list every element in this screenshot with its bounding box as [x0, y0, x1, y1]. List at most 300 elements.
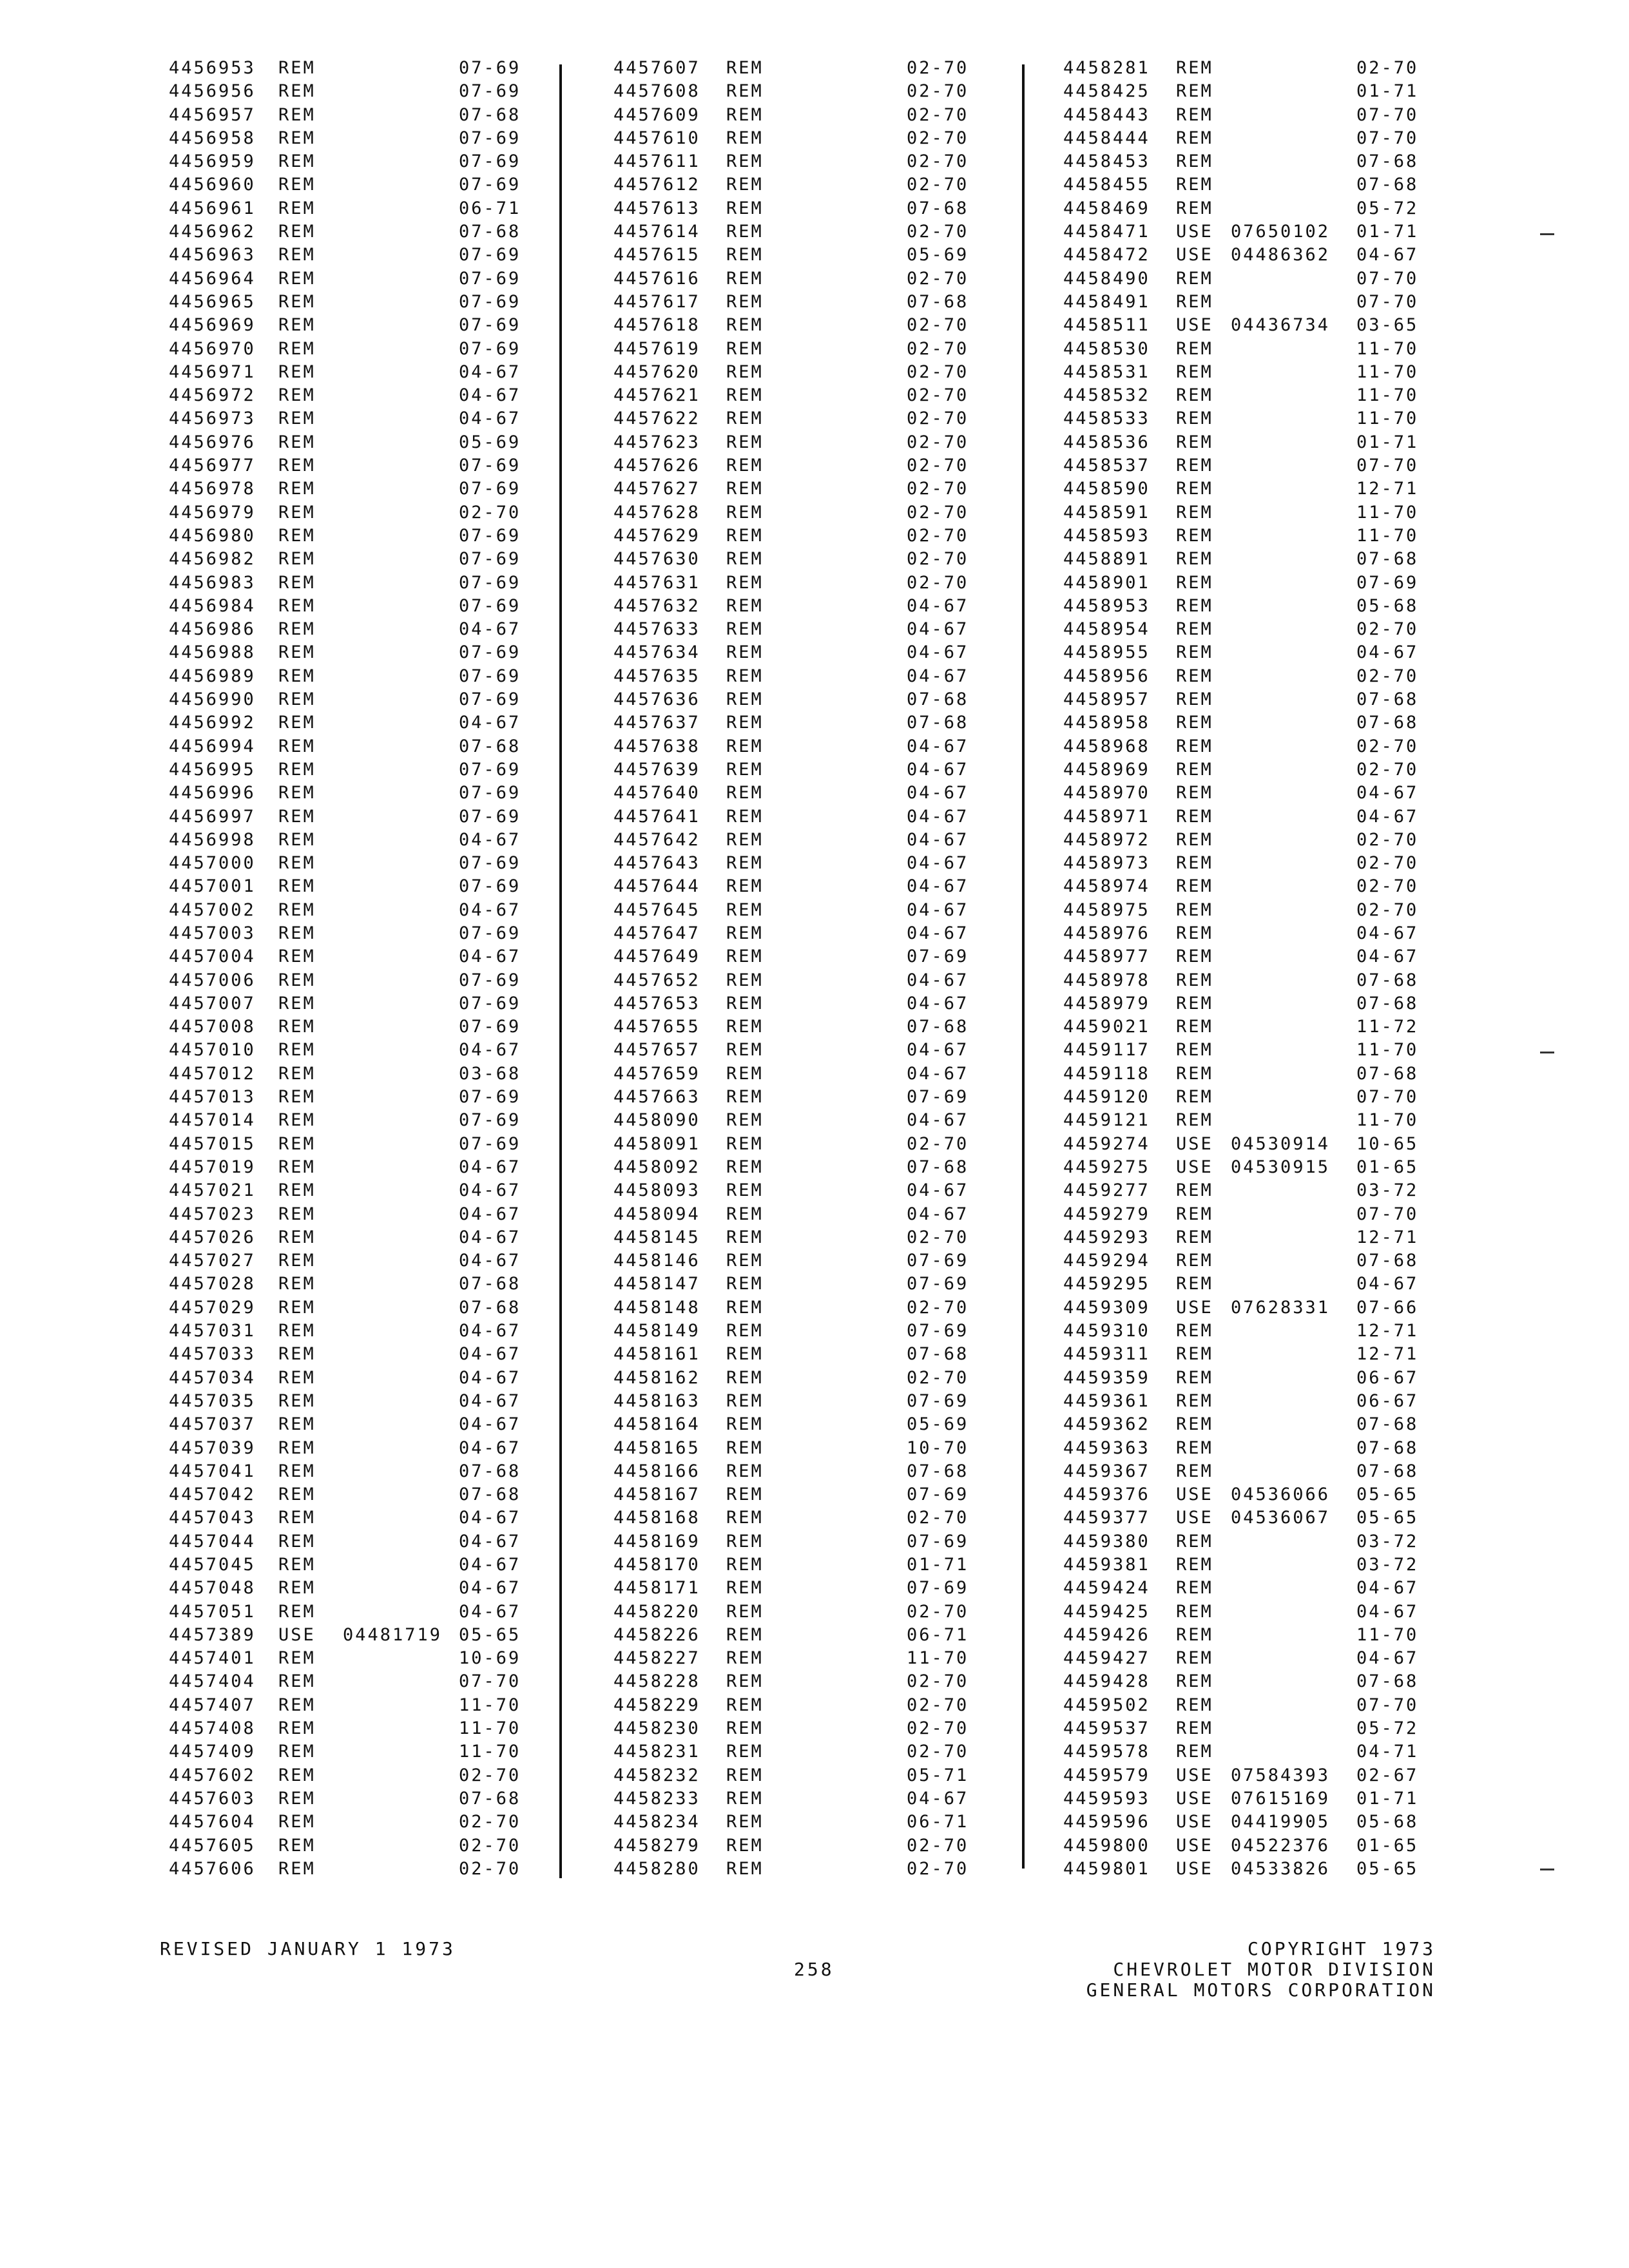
effective-date: 07-68	[459, 1297, 521, 1318]
list-item	[169, 267, 568, 291]
list-item	[1063, 1156, 1450, 1179]
replacement-part-number: 04536066	[1231, 1485, 1331, 1505]
disposition-code: REM	[726, 361, 764, 382]
part-number: 4458147	[613, 1274, 700, 1294]
disposition-code: REM	[1176, 1414, 1213, 1435]
disposition-code: REM	[1176, 689, 1213, 710]
disposition-code: REM	[1176, 1742, 1213, 1762]
part-number: 4459363	[1063, 1437, 1150, 1458]
list-item	[169, 477, 568, 501]
effective-date: 04-67	[459, 1157, 521, 1177]
list-item	[1063, 1039, 1450, 1062]
disposition-code: REM	[726, 128, 764, 148]
effective-date: 12-71	[1356, 479, 1419, 499]
effective-date: 12-71	[1356, 1344, 1419, 1365]
part-number: 4457006	[169, 970, 256, 990]
list-item	[613, 1015, 1007, 1039]
disposition-code: REM	[1176, 713, 1213, 733]
effective-date: 05-71	[907, 1765, 969, 1785]
disposition-code: REM	[278, 1063, 316, 1084]
effective-date: 06-71	[459, 198, 521, 218]
part-number: 4458533	[1063, 408, 1150, 429]
list-item	[169, 1413, 568, 1436]
disposition-code: REM	[1176, 338, 1213, 359]
disposition-code: REM	[726, 1437, 764, 1458]
effective-date: 04-67	[459, 1344, 521, 1365]
list-item	[1063, 782, 1450, 805]
part-number: 4457010	[169, 1040, 256, 1061]
part-number: 4457607	[613, 58, 700, 78]
effective-date: 07-69	[459, 572, 521, 593]
effective-date: 07-68	[1356, 1251, 1419, 1271]
effective-date: 11-70	[1356, 361, 1419, 382]
list-item	[613, 197, 1007, 220]
effective-date: 02-70	[907, 1227, 969, 1247]
list-item	[613, 1086, 1007, 1109]
part-number: 4458972	[1063, 829, 1150, 850]
part-number: 4458956	[1063, 666, 1150, 686]
effective-date: 04-67	[459, 899, 521, 920]
effective-date: 02-70	[907, 456, 969, 476]
disposition-code: REM	[278, 1390, 316, 1411]
part-number: 4458531	[1063, 361, 1150, 382]
disposition-code: USE	[1176, 1788, 1213, 1809]
disposition-code: REM	[1176, 104, 1213, 125]
list-item	[1063, 969, 1450, 992]
disposition-code: REM	[278, 595, 316, 616]
part-number: 4458170	[613, 1555, 700, 1575]
list-item	[1063, 688, 1450, 711]
list-item	[613, 1764, 1007, 1787]
replacement-part-number: 04481719	[343, 1624, 443, 1645]
effective-date: 04-67	[459, 1555, 521, 1575]
disposition-code: REM	[726, 1367, 764, 1388]
list-item	[613, 922, 1007, 945]
list-item	[169, 80, 568, 103]
effective-date: 07-69	[459, 81, 521, 102]
disposition-code: REM	[278, 1601, 316, 1622]
disposition-code: REM	[1176, 899, 1213, 920]
replacement-part-number: 07628331	[1231, 1297, 1331, 1318]
effective-date: 07-68	[1356, 549, 1419, 570]
disposition-code: REM	[726, 338, 764, 359]
disposition-code: REM	[278, 338, 316, 359]
list-item	[169, 992, 568, 1015]
part-number: 4456959	[169, 151, 256, 172]
list-item	[613, 1390, 1007, 1413]
list-item	[613, 524, 1007, 548]
disposition-code: REM	[726, 549, 764, 570]
disposition-code: REM	[278, 1788, 316, 1809]
list-item	[1063, 338, 1450, 361]
list-item	[1063, 1670, 1450, 1693]
effective-date: 07-70	[1356, 291, 1419, 312]
effective-date: 07-70	[1356, 268, 1419, 289]
disposition-code: REM	[726, 923, 764, 943]
part-number: 4458532	[1063, 385, 1150, 406]
disposition-code: REM	[726, 1390, 764, 1411]
list-item	[169, 173, 568, 197]
list-item	[169, 127, 568, 150]
disposition-code: REM	[726, 1812, 764, 1832]
replacement-part-number: 04522376	[1231, 1835, 1331, 1856]
part-number: 4457616	[613, 268, 700, 289]
effective-date: 07-69	[459, 1110, 521, 1131]
list-item	[1063, 805, 1450, 829]
disposition-code: REM	[726, 1157, 764, 1177]
division-line: CHEVROLET MOTOR DIVISION	[1113, 1959, 1436, 1980]
part-number: 4459427	[1063, 1648, 1150, 1669]
effective-date: 07-68	[907, 1344, 969, 1365]
part-number: 4458970	[1063, 783, 1150, 803]
disposition-code: REM	[726, 806, 764, 827]
list-item	[169, 1694, 568, 1717]
disposition-code: REM	[1176, 1017, 1213, 1037]
effective-date: 07-70	[1356, 128, 1419, 148]
effective-date: 07-69	[459, 923, 521, 943]
disposition-code: REM	[1176, 525, 1213, 546]
part-number: 4459121	[1063, 1110, 1150, 1131]
disposition-code: REM	[726, 245, 764, 265]
part-number: 4456961	[169, 198, 256, 218]
replacement-part-number: 04530914	[1231, 1133, 1331, 1154]
effective-date: 07-69	[459, 245, 521, 265]
list-item	[1063, 244, 1450, 267]
disposition-code: REM	[278, 970, 316, 990]
list-item	[1063, 1787, 1450, 1811]
part-number: 4457003	[169, 923, 256, 943]
disposition-code: REM	[1176, 1578, 1213, 1599]
part-number: 4457627	[613, 479, 700, 499]
list-item	[1063, 104, 1450, 127]
replacement-part-number: 04419905	[1231, 1812, 1331, 1832]
list-item	[1063, 992, 1450, 1015]
part-number: 4457623	[613, 432, 700, 452]
effective-date: 04-71	[1356, 1742, 1419, 1762]
list-item	[613, 852, 1007, 875]
list-item	[1063, 641, 1450, 664]
disposition-code: REM	[1176, 759, 1213, 780]
disposition-code: REM	[278, 58, 316, 78]
parts-column-2	[613, 57, 1007, 1881]
effective-date: 11-70	[1356, 338, 1419, 359]
effective-date: 07-69	[907, 947, 969, 967]
disposition-code: REM	[1176, 432, 1213, 452]
part-number: 4458226	[613, 1624, 700, 1645]
effective-date: 04-67	[459, 361, 521, 382]
part-number: 4458168	[613, 1508, 700, 1528]
effective-date: 06-71	[907, 1812, 969, 1832]
part-number: 4457048	[169, 1578, 256, 1599]
disposition-code: REM	[726, 619, 764, 640]
list-item	[613, 595, 1007, 618]
list-item	[613, 688, 1007, 711]
list-item	[169, 1367, 568, 1390]
disposition-code: REM	[1176, 1180, 1213, 1201]
list-item	[1063, 875, 1450, 898]
disposition-code: REM	[726, 502, 764, 523]
list-item	[1063, 1694, 1450, 1717]
effective-date: 02-70	[907, 104, 969, 125]
effective-date: 07-70	[1356, 104, 1419, 125]
effective-date: 07-68	[459, 736, 521, 756]
disposition-code: REM	[1176, 549, 1213, 570]
disposition-code: REM	[1176, 1204, 1213, 1224]
part-number: 4456983	[169, 572, 256, 593]
list-item	[1063, 150, 1450, 173]
effective-date: 07-68	[1356, 175, 1419, 195]
effective-date: 04-67	[1356, 1601, 1419, 1622]
list-item	[613, 1460, 1007, 1483]
list-item	[169, 1858, 568, 1881]
list-item	[169, 875, 568, 898]
effective-date: 07-69	[459, 291, 521, 312]
part-number: 4457043	[169, 1508, 256, 1528]
list-item	[169, 1460, 568, 1483]
effective-date: 07-70	[1356, 1204, 1419, 1224]
part-number: 4459425	[1063, 1601, 1150, 1622]
list-item	[169, 1577, 568, 1600]
part-number: 4457615	[613, 245, 700, 265]
list-item	[1063, 431, 1450, 454]
part-number: 4459593	[1063, 1788, 1150, 1809]
disposition-code: REM	[278, 923, 316, 943]
disposition-code: REM	[278, 1274, 316, 1294]
list-item	[1063, 922, 1450, 945]
list-item	[169, 782, 568, 805]
disposition-code: REM	[1176, 736, 1213, 756]
disposition-code: REM	[1176, 151, 1213, 172]
part-number: 4457641	[613, 806, 700, 827]
part-number: 4457007	[169, 993, 256, 1014]
disposition-code: REM	[278, 175, 316, 195]
part-number: 4459800	[1063, 1835, 1150, 1856]
list-item	[613, 805, 1007, 829]
disposition-code: REM	[726, 642, 764, 663]
list-item	[169, 1179, 568, 1202]
effective-date: 03-72	[1356, 1180, 1419, 1201]
disposition-code: USE	[1176, 1835, 1213, 1856]
list-item	[1063, 945, 1450, 968]
list-item	[169, 1624, 568, 1647]
disposition-code: REM	[278, 853, 316, 874]
disposition-code: REM	[278, 1437, 316, 1458]
effective-date: 02-70	[459, 1812, 521, 1832]
list-item	[169, 150, 568, 173]
effective-date: 02-70	[459, 1835, 521, 1856]
list-item	[613, 618, 1007, 641]
effective-date: 04-67	[459, 1227, 521, 1247]
effective-date: 07-69	[907, 1274, 969, 1294]
disposition-code: REM	[278, 1742, 316, 1762]
part-number: 4457649	[613, 947, 700, 967]
list-item	[169, 1670, 568, 1693]
disposition-code: REM	[1176, 1718, 1213, 1739]
part-number: 4458591	[1063, 502, 1150, 523]
disposition-code: REM	[278, 502, 316, 523]
part-number: 4458164	[613, 1414, 700, 1435]
part-number: 4456994	[169, 736, 256, 756]
part-number: 4457614	[613, 222, 700, 242]
effective-date: 01-71	[1356, 81, 1419, 102]
part-number: 4458536	[1063, 432, 1150, 452]
list-item	[1063, 1367, 1450, 1390]
effective-date: 04-67	[907, 736, 969, 756]
part-number: 4456971	[169, 361, 256, 382]
effective-date: 07-69	[459, 58, 521, 78]
effective-date: 07-69	[459, 642, 521, 663]
list-item	[169, 735, 568, 758]
effective-date: 07-69	[459, 853, 521, 874]
part-number: 4456973	[169, 408, 256, 429]
effective-date: 04-67	[907, 666, 969, 686]
list-item	[613, 80, 1007, 103]
part-number: 4459428	[1063, 1671, 1150, 1692]
effective-date: 04-67	[907, 619, 969, 640]
part-number: 4457655	[613, 1017, 700, 1037]
disposition-code: REM	[278, 1718, 316, 1739]
effective-date: 04-67	[459, 1251, 521, 1271]
disposition-code: REM	[1176, 1344, 1213, 1365]
disposition-code: REM	[726, 1555, 764, 1575]
part-number: 4456986	[169, 619, 256, 640]
effective-date: 07-69	[459, 315, 521, 336]
effective-date: 07-68	[459, 1461, 521, 1481]
list-item	[169, 431, 568, 454]
effective-date: 02-70	[907, 81, 969, 102]
effective-date: 04-67	[459, 408, 521, 429]
list-item	[613, 758, 1007, 782]
part-number: 4456990	[169, 689, 256, 710]
disposition-code: REM	[726, 432, 764, 452]
part-number: 4457013	[169, 1087, 256, 1108]
disposition-code: REM	[726, 1251, 764, 1271]
disposition-code: REM	[726, 689, 764, 710]
page-number: 258	[794, 1959, 834, 1980]
disposition-code: REM	[278, 1648, 316, 1669]
part-number: 4458230	[613, 1718, 700, 1739]
list-item	[613, 454, 1007, 477]
disposition-code: REM	[278, 245, 316, 265]
list-item	[169, 852, 568, 875]
part-number: 4458957	[1063, 689, 1150, 710]
disposition-code: REM	[726, 1578, 764, 1599]
disposition-code: REM	[1176, 1648, 1213, 1669]
list-item	[169, 291, 568, 314]
disposition-code: REM	[278, 619, 316, 640]
part-number: 4457635	[613, 666, 700, 686]
part-number: 4458167	[613, 1485, 700, 1505]
disposition-code: REM	[278, 198, 316, 218]
disposition-code: REM	[726, 408, 764, 429]
disposition-code: REM	[278, 1414, 316, 1435]
effective-date: 07-68	[1356, 1414, 1419, 1435]
part-number: 4456972	[169, 385, 256, 406]
effective-date: 07-68	[1356, 970, 1419, 990]
list-item	[613, 127, 1007, 150]
disposition-code: REM	[1176, 1110, 1213, 1131]
disposition-code: REM	[278, 783, 316, 803]
list-item	[169, 922, 568, 945]
list-item	[1063, 1133, 1450, 1156]
list-item	[1063, 572, 1450, 595]
list-item	[613, 361, 1007, 384]
effective-date: 07-68	[459, 1788, 521, 1809]
disposition-code: REM	[278, 1485, 316, 1505]
disposition-code: REM	[726, 1063, 764, 1084]
disposition-code: REM	[726, 783, 764, 803]
part-number: 4458281	[1063, 58, 1150, 78]
list-item	[613, 782, 1007, 805]
part-number: 4459380	[1063, 1531, 1150, 1552]
effective-date: 02-70	[1356, 58, 1419, 78]
part-number: 4457644	[613, 876, 700, 897]
effective-date: 06-67	[1356, 1390, 1419, 1411]
replacement-part-number: 04436734	[1231, 315, 1331, 336]
part-number: 4457014	[169, 1110, 256, 1131]
disposition-code: USE	[1176, 1765, 1213, 1785]
list-item	[169, 618, 568, 641]
disposition-code: REM	[278, 1531, 316, 1552]
margin-mark	[1540, 1052, 1554, 1053]
part-number: 4459361	[1063, 1390, 1150, 1411]
disposition-code: REM	[726, 291, 764, 312]
part-number: 4456970	[169, 338, 256, 359]
part-number: 4459377	[1063, 1508, 1150, 1528]
list-item	[1063, 291, 1450, 314]
list-item	[613, 1694, 1007, 1717]
disposition-code: REM	[1176, 291, 1213, 312]
part-number: 4457608	[613, 81, 700, 102]
list-item	[613, 1483, 1007, 1506]
disposition-code: REM	[726, 572, 764, 593]
list-item	[613, 1062, 1007, 1086]
part-number: 4456956	[169, 81, 256, 102]
replacement-part-number: 07615169	[1231, 1788, 1331, 1809]
list-item	[169, 1320, 568, 1343]
list-item	[169, 688, 568, 711]
disposition-code: REM	[278, 456, 316, 476]
part-number: 4458472	[1063, 245, 1150, 265]
part-number: 4458491	[1063, 291, 1150, 312]
disposition-code: REM	[1176, 1274, 1213, 1294]
list-item	[1063, 1203, 1450, 1226]
disposition-code: REM	[278, 315, 316, 336]
list-item	[613, 314, 1007, 337]
list-item	[169, 548, 568, 571]
disposition-code: REM	[726, 175, 764, 195]
list-item	[169, 1062, 568, 1086]
list-item	[613, 1039, 1007, 1062]
disposition-code: REM	[1176, 1063, 1213, 1084]
disposition-code: REM	[726, 899, 764, 920]
effective-date: 04-67	[907, 1204, 969, 1224]
effective-date: 04-67	[1356, 1648, 1419, 1669]
part-number: 4457606	[169, 1858, 256, 1879]
list-item	[1063, 220, 1450, 244]
part-number: 4459537	[1063, 1718, 1150, 1739]
effective-date: 04-67	[459, 947, 521, 967]
part-number: 4457645	[613, 899, 700, 920]
disposition-code: USE	[1176, 1133, 1213, 1154]
effective-date: 01-71	[1356, 1788, 1419, 1809]
effective-date: 10-70	[907, 1437, 969, 1458]
part-number: 4457602	[169, 1765, 256, 1785]
disposition-code: REM	[1176, 385, 1213, 406]
effective-date: 07-69	[459, 970, 521, 990]
effective-date: 07-68	[459, 1485, 521, 1505]
list-item	[1063, 711, 1450, 735]
